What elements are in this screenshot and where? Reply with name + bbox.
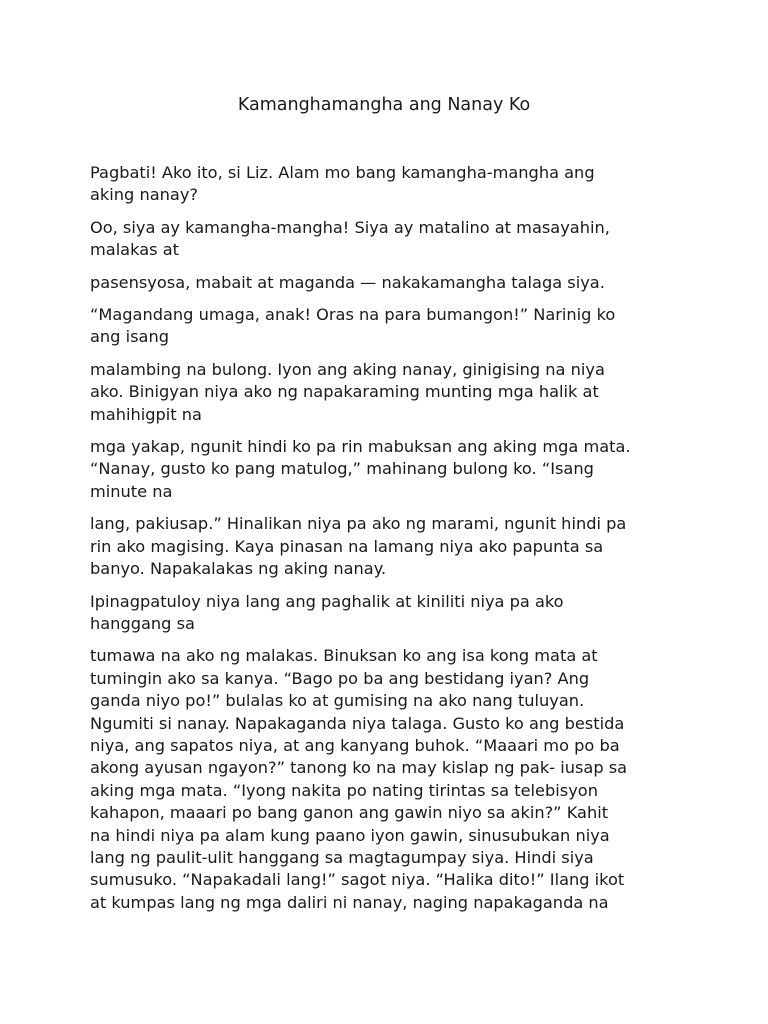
text-line: ganda niyo po!” bulalas ko at gumising na ako nang tuluyan. (90, 691, 585, 711)
paragraph (90, 359, 690, 426)
paragraph (90, 304, 690, 349)
text-line: tumawa na ako ng malakas. Binuksan ko ang isa kong mata at (90, 646, 598, 666)
text-line: minute na (90, 481, 173, 501)
text-line: kahapon, maaari po bang ganon ang gawin niyo sa akin?” Kahit (90, 803, 609, 823)
text-line: tumingin ako sa kanya. “Bago po ba ang bestidang iyan? Ang (90, 668, 590, 688)
document-title: Kamanghamangha ang Nanay Ko (237, 95, 531, 115)
text-line: malakas at (90, 240, 179, 260)
text-line: sumusuko. “Napakadali lang!” sagot niya. “Halika dito!” Ilang ikot (90, 870, 625, 890)
text-line: na hindi niya pa alam kung paano iyon gawin, sinusubukan niya (90, 825, 610, 845)
text-line: Ipinagpatuloy niya lang ang paghalik at kiniliti niya pa ako (90, 591, 564, 611)
text-line: niya, ang sapatos niya, at ang kanyang buhok. “Maaari mo po ba (90, 735, 620, 755)
text-line: mahihigpit na (90, 404, 202, 424)
text-line: ako. Binigyan niya ako ng napakaraming munting mga halik at (90, 382, 599, 402)
text-line: banyo. Napakalakas ng aking nanay. (90, 559, 387, 579)
text-line: lang, pakiusap.” Hinalikan niya pa ako ng marami, ngunit hindi pa (90, 514, 627, 534)
text-line: lang ng paulit-ulit hanggang sa magtagumpay siya. Hindi siya (90, 847, 594, 867)
text-line: mga yakap, ngunit hindi ko pa rin mabuksan ang aking mga mata. (90, 437, 631, 457)
paragraph (90, 272, 690, 294)
text-line: Oo, siya ay kamangha-mangha! Siya ay matalino at masayahin, (90, 217, 610, 237)
paragraph (90, 217, 690, 262)
document-body (90, 162, 690, 924)
text-line: hanggang sa (90, 613, 195, 633)
text-line: at kumpas lang ng mga daliri ni nanay, naging napakaganda na (90, 892, 609, 912)
text-line: aking nanay? (90, 185, 199, 205)
paragraph (90, 436, 690, 503)
text-line: Pagbati! Ako ito, si Liz. Alam mo bang kamangha-mangha ang (90, 163, 595, 182)
text-line: aking mga mata. “Iyong nakita po nating tirintas sa telebisyon (90, 780, 598, 800)
text-line: akong ayusan ngayon?” tanong ko na may kislap ng pak- iusap sa (90, 758, 628, 778)
paragraph (90, 162, 690, 207)
paragraph (90, 645, 690, 914)
text-line: pasensyosa, mabait at maganda — nakakamangha talaga siya. (90, 272, 605, 292)
text-line: Ngumiti si nanay. Napakaganda niya talaga. Gusto ko ang bestida (90, 713, 625, 733)
paragraph (90, 513, 690, 580)
text-line: rin ako magising. Kaya pinasan na lamang niya ako papunta sa (90, 536, 604, 556)
text-line: ang isang (90, 327, 169, 347)
paragraph (90, 591, 690, 636)
text-line: malambing na bulong. Iyon ang aking nanay, ginigising na niya (90, 359, 605, 379)
text-line: “Magandang umaga, anak! Oras na para bumangon!” Narinig ko (90, 305, 616, 325)
text-line: “Nanay, gusto ko pang matulog,” mahinang bulong ko. “Isang (90, 459, 594, 479)
